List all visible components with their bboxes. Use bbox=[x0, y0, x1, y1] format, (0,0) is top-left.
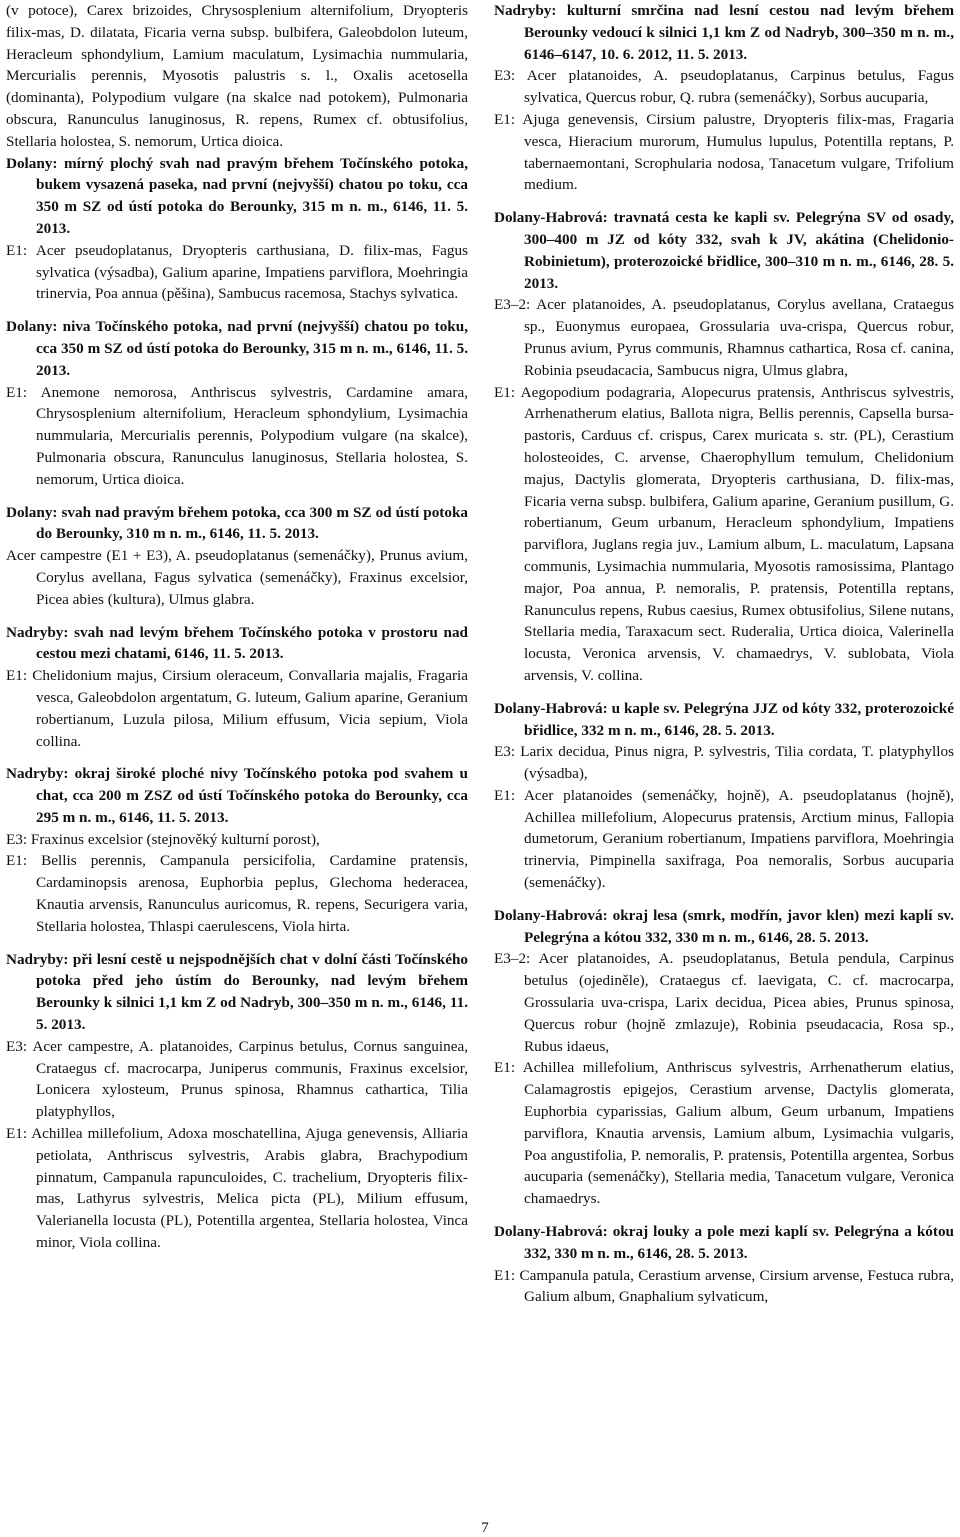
species-list: E1: Anemone nemorosa, Anthriscus sylvestris, Cardamine amara, Chrysosplenium alternifolium, Heracleum sphondylium, Lysimachia nummularia, Mercurialis perennis, Polypodium vulgare (na skalce), Pulmonaria obscura, Ranunculus lanuginosus, Stellaria holostea, S. nemorum, Urtica dioica. bbox=[6, 383, 468, 488]
site-heading: Nadryby: svah nad levým břehem Točínského potoka v prostoru nad cestou mezi chatami, 6146, 11. 5. 2013. bbox=[6, 623, 468, 663]
site-record bbox=[494, 905, 954, 1210]
site-heading: Nadryby: kulturní smrčina nad lesní cestou nad levým břehem Berounky vedoucí k silnici 1,1 km Z od Nadryb, 300–350 m n. m., 6146–6147, 10. 6. 2012, 11. 5. 2013. bbox=[494, 2, 954, 63]
species-list: E3: Fraxinus excelsior (stejnověký kulturní porost), bbox=[6, 830, 320, 848]
site-record bbox=[494, 1221, 954, 1308]
site-heading: Nadryby: okraj široké ploché nivy Točínského potoka pod svahem u chat, cca 200 m ZSZ od ústí Točínského potoka do Berounky, cca 295 m n. m., 6146, 11. 5. 2013. bbox=[6, 765, 468, 826]
species-list: E1: Campanula patula, Cerastium arvense, Cirsium arvense, Festuca rubra, Galium album, Gnaphalium sylvaticum, bbox=[494, 1266, 954, 1306]
species-list: Acer campestre (E1 + E3), A. pseudoplatanus (semenáčky), Prunus avium, Corylus avellana, Fagus sylvatica (semenáčky), Fraxinus excelsior, Picea abies (kultura), Ulmus glabra. bbox=[6, 547, 468, 608]
site-record bbox=[6, 502, 468, 611]
site-record bbox=[6, 316, 468, 490]
species-list: E1: Achillea millefolium, Anthriscus sylvestris, Arrhenatherum elatius, Calamagrostis epigejos, Cerastium arvense, Dactylis glomerata, Euphorbia cyparissias, Galium album, Geum urbanum, Impatiens parviflora, Knautia arvensis, Lamium album, Lysimachia vulgaris, Poa angustifolia, P. nemoralis, P. pratensis, Potentilla argentea, Sorbus aucuparia (semenáčky), Stellaria media, Tanacetum vulgare, Veronica chamaedrys. bbox=[494, 1059, 954, 1208]
site-heading: Dolany-Habrová: travnatá cesta ke kapli sv. Pelegrýna SV od osady, 300–400 m JZ od kóty 332, svah k JV, akátina (Chelidonio-Robinietum), proterozoické břidlice, 300–310 m n. m., 6146, 28. 5. 2013. bbox=[494, 209, 954, 292]
species-list: E1: Acer pseudoplatanus, Dryopteris carthusiana, D. filix-mas, Fagus sylvatica (výsadba), Galium aparine, Impatiens parviflora, Moehringia trinervia, Poa annua (pěšina), Sambucus racemosa, Stachys sylvatica. bbox=[6, 241, 468, 303]
site-record bbox=[6, 949, 468, 1254]
species-list: E1: Ajuga genevensis, Cirsium palustre, Dryopteris filix-mas, Fragaria vesca, Hieracium murorum, Humulus lupulus, Potentilla reptans, P. tabernaemontani, Scrophularia nodosa, Tanacetum vulgare, Trifolium medium. bbox=[494, 110, 954, 194]
species-list: E3: Acer campestre, A. platanoides, Carpinus betulus, Cornus sanguinea, Crataegus cf. macrocarpa, Juniperus communis, Fraxinus excelsior, Lonicera xylosteum, Prunus spinosa, Rhamnus cathartica, Tilia platyphyllos, bbox=[6, 1037, 468, 1121]
site-record bbox=[6, 153, 468, 306]
species-list: E3: Acer platanoides, A. pseudoplatanus, Carpinus betulus, Fagus sylvatica, Quercus robur, Q. rubra (semenáčky), Sorbus aucuparia, bbox=[494, 67, 954, 107]
right-column bbox=[494, 0, 954, 1319]
species-list: E1: Acer platanoides (semenáčky, hojně), A. pseudoplatanus (hojně), Achillea millefolium, Alopecurus pratensis, Arctium minus, Fallopia dumetorum, Geranium robertianum, Impatiens parviflora, Moehringia trinervia, Pimpinella saxifraga, Poa nemoralis, Sorbus aucuparia (semenáčky). bbox=[494, 786, 954, 892]
site-heading: Dolany-Habrová: okraj louky a pole mezi kaplí sv. Pelegrýna a kótou 332, 330 m n. m., 6146, 28. 5. 2013. bbox=[494, 1223, 954, 1262]
site-record bbox=[494, 698, 954, 894]
species-list: E1: Chelidonium majus, Cirsium oleraceum, Convallaria majalis, Fragaria vesca, Galeobdolon argentatum, G. luteum, Galium aparine, Geranium robertianum, Luzula pilosa, Milium effusum, Vicia sepium, Viola collina. bbox=[6, 667, 468, 750]
site-heading: Dolany: niva Točínského potoka, nad první (nejvyšší) chatou po toku, cca 350 m SZ od ústí potoka do Berounky, 315 m n. m., 6146, 11. 5. 2013. bbox=[6, 318, 468, 379]
site-record bbox=[494, 207, 954, 687]
site-record bbox=[6, 622, 468, 753]
left-column bbox=[6, 0, 468, 1265]
site-heading: Nadryby: při lesní cestě u nejspodnějších chat v dolní části Točínského potoka před jeho ústím do Berounky, nad levým břehem Berounky k silnici 1,1 km Z od Nadryb, 300–350 m n. m., 6146, 11. 5. 2013. bbox=[6, 950, 468, 1034]
species-list: E1: Achillea millefolium, Adoxa moschatellina, Ajuga genevensis, Alliaria petiolata, Anthriscus sylvestris, Arabis glabra, Brachypodium pinnatum, Campanula rapunculoides, C. trachelium, Dryopteris filix-mas, Lathyrus sylvestris, Melica picta (PL), Milium effusum, Valerianella locusta (PL), Potentilla argentea, Stellaria holostea, Vinca minor, Viola collina. bbox=[6, 1125, 468, 1252]
species-list: E3–2: Acer platanoides, A. pseudoplatanus, Corylus avellana, Crataegus sp., Euonymus europaea, Grossularia uva-crispa, Quercus robur, Prunus avium, Pyrus communis, Rhamnus cathartica, Rosa cf. canina, Robinia pseudacacia, Sambucus nigra, Ulmus glabra, bbox=[494, 296, 954, 379]
species-list: E3: Larix decidua, Pinus nigra, P. sylvestris, Tilia cordata, T. platyphyllos (výsadba), bbox=[494, 743, 954, 783]
site-heading: Dolany-Habrová: okraj lesa (smrk, modřín, javor klen) mezi kaplí sv. Pelegrýna a kótou 332, 330 m n. m., 6146, 28. 5. 2013. bbox=[494, 906, 954, 946]
species-list: E3–2: Acer platanoides, A. pseudoplatanus, Betula pendula, Carpinus betulus (ojediněle), Crataegus cf. laevigata, C. cf. macrocarpa, Grossularia uva-crispa, Larix decidua, Picea abies, Prunus spinosa, Quercus robur (hojně zmlazuje), Robinia pseudacacia, Rosa sp., Rubus idaeus, bbox=[494, 950, 954, 1055]
site-record bbox=[494, 0, 954, 196]
species-list: E1: Aegopodium podagraria, Alopecurus pratensis, Anthriscus sylvestris, Arrhenatherum elatius, Ballota nigra, Bellis perennis, Capsella bursa-pastoris, Carduus cf. crispus, Carex muricata s. str. (PL), Cerastium holosteoides, C. arvense, Chaerophyllum temulum, Chelidonium majus, Dactylis glomerata, Dryopteris carthusiana, D. filix-mas, Ficaria verna subsp. bulbifera, Galium aparine, Geranium pusillum, G. robertianum, Geum urbanum, Heracleum sphondylium, Impatiens parviflora, Juglans regia juv., Lamium album, L. maculatum, Lapsana communis, Lysimachia nummularia, Myosotis ramosissima, Plantago major, Poa annua, P. nemoralis, P. pratensis, Potentilla reptans, Ranunculus repens, Rubus caesius, Rumex obtusifolius, Silene nutans, Stellaria media, Taraxacum sect. Ruderalia, Urtica dioica, Valerinella locusta, Veronica arvensis, V. chamaedrys, V. sublobata, Viola arvensis, V. collina. bbox=[494, 383, 954, 684]
site-record bbox=[6, 763, 468, 937]
site-heading: Dolany: mírný plochý svah nad pravým břehem Točínského potoka, bukem vysazená paseka, nad první (nejvyšší) chatou po toku, cca 350 m SZ od ústí potoka do Berounky, 315 m n. m., 6146, 11. 5. 2013. bbox=[6, 154, 468, 237]
continuation-text: (v potoce), Carex brizoides, Chrysosplenium alternifolium, Dryopteris filix-mas, D. dilatata, Ficaria verna subsp. bulbifera, Galeobdolon luteum, Heracleum sphondylium, Lamium maculatum, Lysimachia nummularia, Mercurialis perennis, Myosotis palustris s. l., Oxalis acetosella (dominanta), Polypodium vulgare (na skalce nad potokem), Pulmonaria obscura, Ranunculus lanuginosus, R. repens, Rumex cf. obtusifolius, Stellaria holostea, S. nemorum, Urtica dioica. bbox=[6, 2, 468, 150]
page-number: 7 bbox=[481, 1520, 489, 1536]
site-heading: Dolany: svah nad pravým břehem potoka, cca 300 m SZ od ústí potoka do Berounky, 310 m n. m., 6146, 11. 5. 2013. bbox=[6, 503, 468, 543]
site-heading: Dolany-Habrová: u kaple sv. Pelegrýna JJZ od kóty 332, proterozoické břidlice, 332 m n. m., 6146, 28. 5. 2013. bbox=[494, 699, 954, 739]
species-list: E1: Bellis perennis, Campanula persicifolia, Cardamine pratensis, Cardaminopsis arenosa, Euphorbia peplus, Glechoma hederacea, Knautia arvensis, Ranunculus auricomus, R. repens, Securigera varia, Stellaria holostea, Thlaspi caerulescens, Viola hirta. bbox=[6, 852, 468, 935]
